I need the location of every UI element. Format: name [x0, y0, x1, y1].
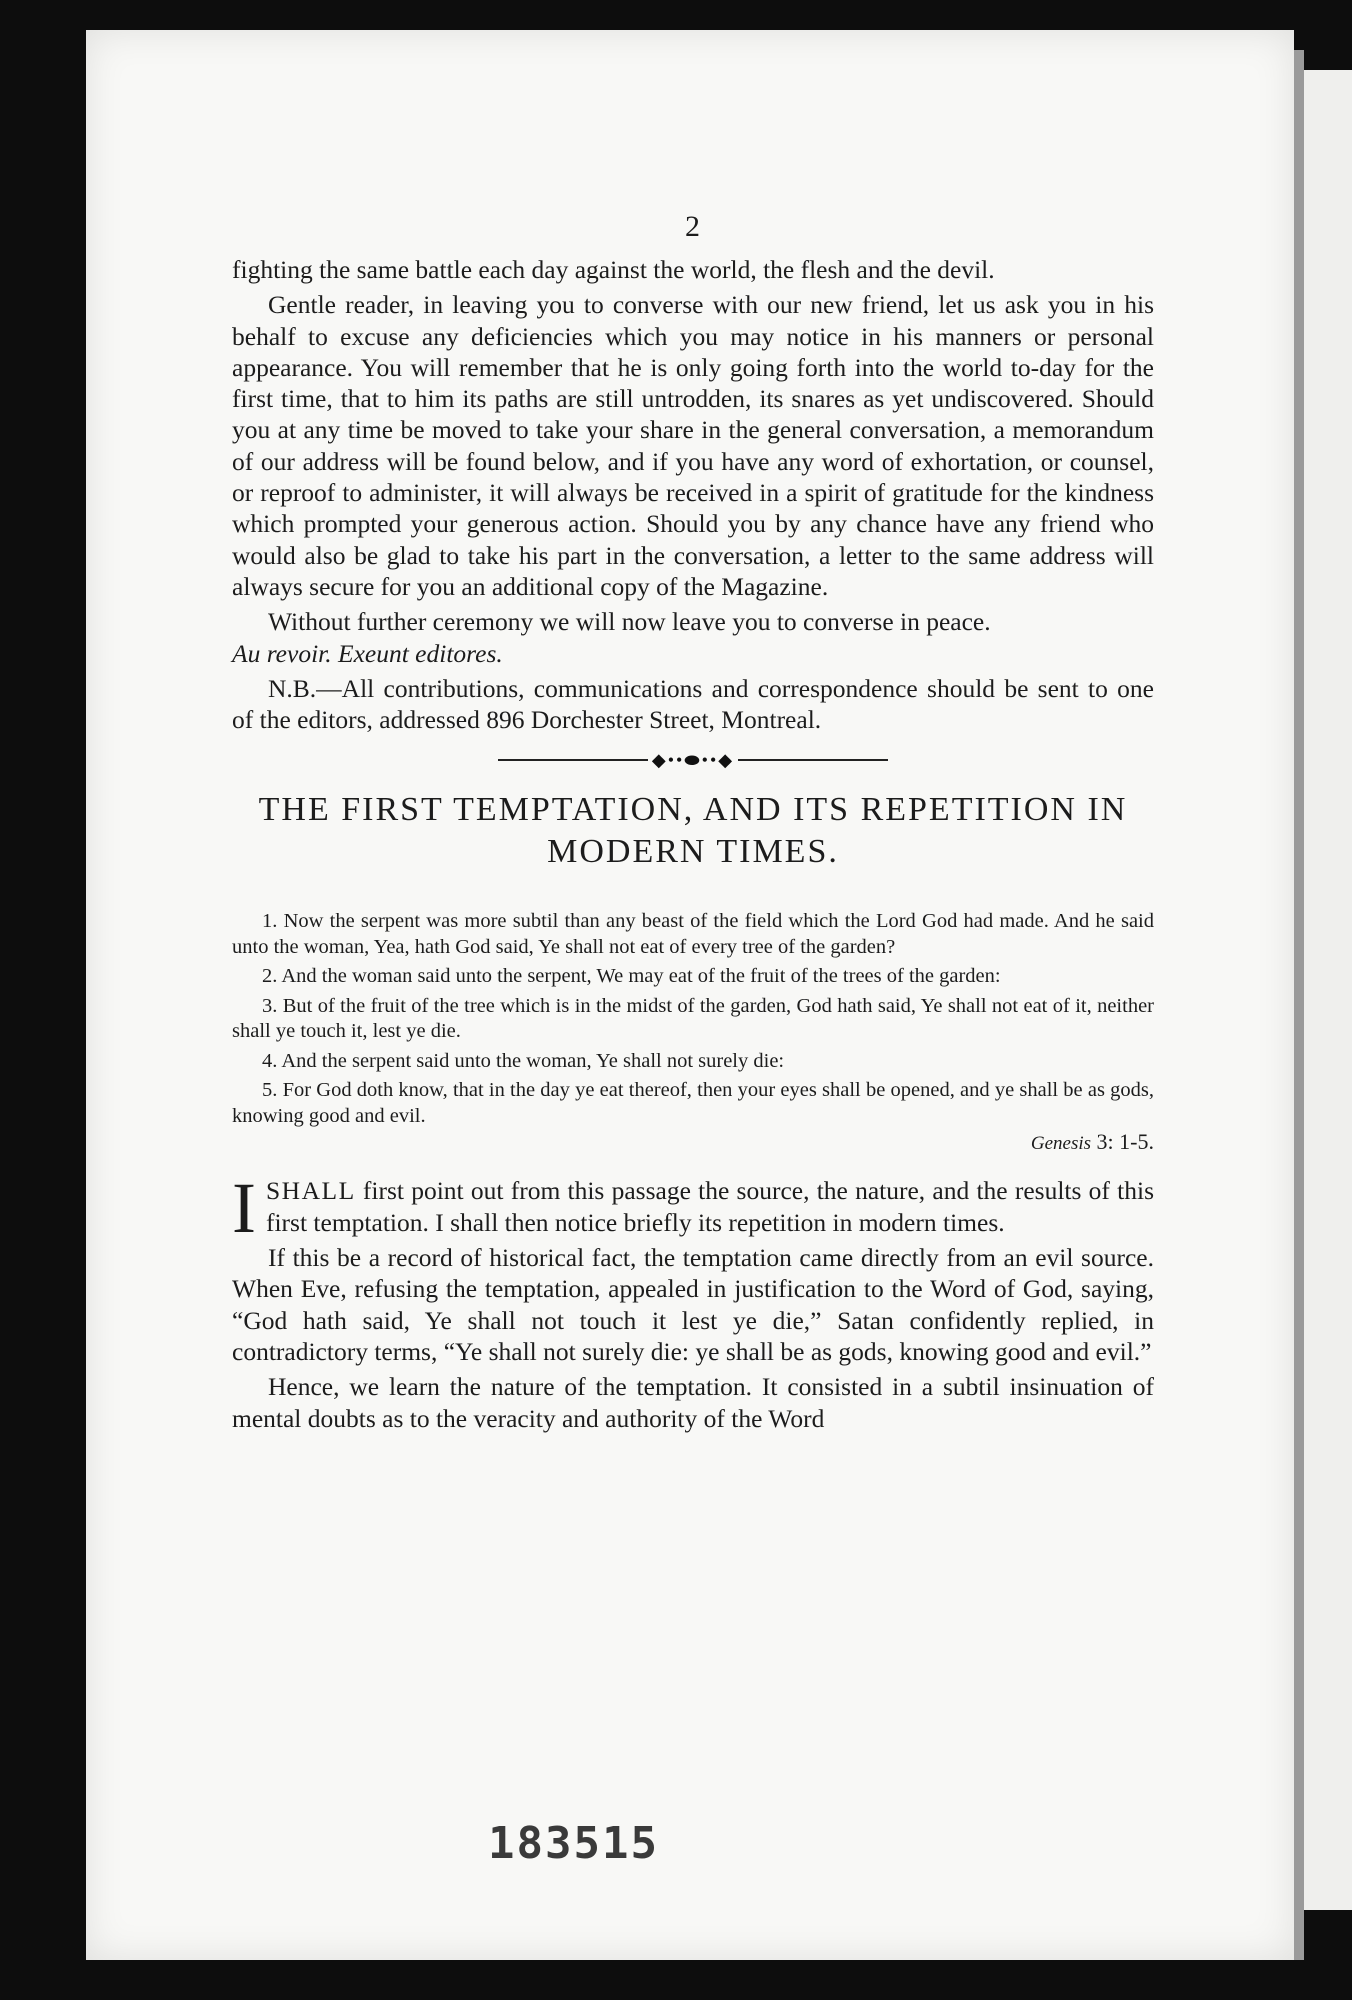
editors-note: N.B.—All contributions, communications and correspondence should be sent to one of the editors, addressed 896 Dorchester Street, Montreal.: [232, 673, 1154, 735]
paragraph-opening: [232, 1168, 1155, 1249]
page-content: [232, 210, 1154, 1434]
paragraph-continuation: fighting the same battle each day against the world, the flesh and the devil.: [232, 255, 995, 284]
divider-ornament: ◆••⬬••◆: [651, 749, 735, 770]
section-divider: [232, 749, 1154, 770]
verse-1: 1. Now the serpent was more subtil than any beast of the field which the Lord God had made. And he said unto the woman, Yea, hath God said, Ye shall not eat of every tree of the garden?: [232, 910, 1154, 958]
drop-cap: I: [232, 1168, 256, 1249]
reference-book: Genesis: [1030, 1133, 1092, 1155]
divider-line-right: [738, 759, 888, 761]
opening-smallcaps: SHALL: [265, 1176, 356, 1206]
verse-3: 3. But of the fruit of the tree which is in the midst of the garden, God hath said, Ye shall not eat of it, neither shall ye touch it, lest ye die.: [232, 994, 1154, 1043]
reference-numbers: 3: 1-5.: [1096, 1129, 1154, 1155]
catalog-stamp-number: 183515: [488, 1818, 659, 1869]
article-title: THE FIRST TEMPTATION, AND ITS REPETITION IN MODERN TIMES.: [258, 791, 1128, 871]
verse-4: 4. And the serpent said unto the woman, Ye shall not surely die:: [262, 1049, 785, 1072]
paragraph-gentle-reader: Gentle reader, in leaving you to converse with our new friend, let us ask you in his behalf to excuse any deficiencies which you may notice in his manners or personal appearance. You will remember that he is only going forth into the world to-day for the first time, that to him its paths are still untrodden, its snares as yet undiscovered. Should you at any time be moved to take your share in the general conversation, a memorandum of our address will be found below, and if you have any word of exhortation, or counsel, or reproof to administer, it will always be received in a spirit of gratitude for the kindness which prompted your generous action. Should you by any chance have any friend who would also be glad to take his part in the conversation, a letter to the same address will always secure for you an additional copy of the Magazine.: [232, 290, 1154, 601]
scripture-verses: [232, 909, 1154, 1129]
paragraph-nature-of-temptation: Hence, we learn the nature of the temptation. It consisted in a subtil insinuation of mental doubts as to the veracity and authority of the Word: [232, 1372, 1154, 1433]
farewell-line: Au revoir. Exeunt editores.: [232, 638, 503, 668]
page-edge: [1294, 50, 1304, 1960]
verse-5: 5. For God doth know, that in the day ye eat thereof, then your eyes shall be opened, and ye shall be as gods, knowing good and evil.: [232, 1079, 1154, 1127]
verse-2: 2. And the woman said unto the serpent, We may eat of the fruit of the trees of the garden:: [262, 965, 1001, 988]
adjacent-page-sliver: [1304, 70, 1352, 1910]
scripture-reference: [232, 1129, 1154, 1157]
paragraph-without-ceremony: Without further ceremony we will now leave you to converse in peace.: [268, 607, 991, 637]
divider-line-left: [498, 759, 648, 761]
page-number: 2: [685, 210, 701, 243]
paragraph-historical-fact: If this be a record of historical fact, the temptation came directly from an evil source. When Eve, refusing the temptation, appealed in justification to the Word of God, saying, “God hath said, Ye shall not touch it lest ye die,” Satan confidently replied, in contradictory terms, “Ye shall not surely die: ye shall be as gods, knowing good and evil.”: [232, 1243, 1154, 1366]
opening-text: first point out from this passage the source, the nature, and the results of this first temptation. I shall then notice briefly its repetition in modern times.: [265, 1176, 1155, 1237]
